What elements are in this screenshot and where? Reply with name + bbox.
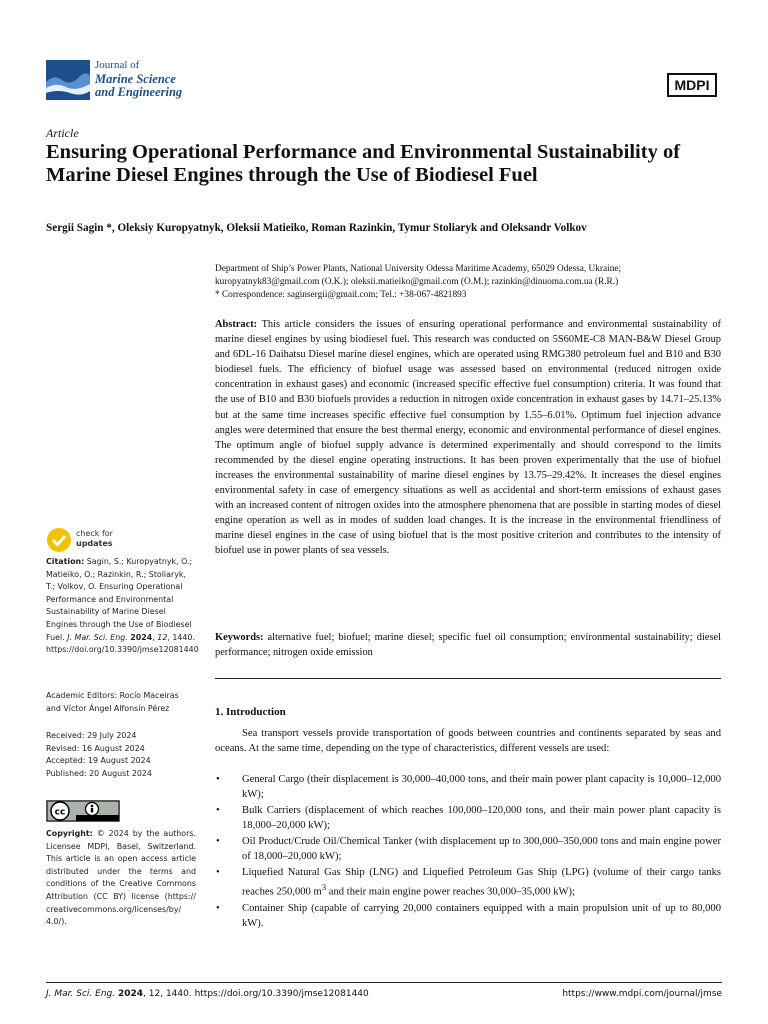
published-date: Published: 20 August 2024 (46, 768, 152, 778)
check-line2: updates (76, 539, 113, 548)
citation-block: Citation: Sagin, S.; Kuropyatnyk, O.; Matieiko, O.; Razinkin, R.; Stoliaryk, T.; Volkov, O. Ensuring Operational Performance and Environmental Sustainability of Marine Diesel Engines through the Use of Biodiesel Fuel. J. Mar. Sci. Eng. 2024, 12, 1440. https://doi.org/10.3390/jmse12081440 (46, 557, 199, 655)
keywords-label: Keywords: (215, 632, 264, 643)
dates-block (46, 730, 196, 780)
journal-of: Journal of (95, 59, 140, 71)
intro-paragraph: Sea transport vessels provide transportation of goods between countries and continents separated by seas and oceans. At the same time, depending on the type of characteristics, different vessels are used: (215, 728, 721, 754)
publisher-name: MDPI (674, 77, 710, 93)
abstract-text: This article considers the issues of ensuring operational performance and environmental sustainability of marine diesel engines by using biodiesel fuel. This research was conducted on 5S60ME-C8 MAN-B&W Diesel Group and 6DL-16 Daihatsu Diesel marine diesel engines, which are operated using RMG380 petroleum fuel and B10 and B30 biodiesel fuels. The efficiency of biofuel usage was assessed based on environmental (reduced nitrogen oxide concentration in exhaust gases) and economic (increased specific effective fuel consumption) criteria. It was found that the use of B10 and B30 biofuels provides a reduction in nitrogen oxide concentration in exhaust gases by 14.71–25.13% but at the same time increases specific effective fuel consumption by 1.55–6.01%. Optimum fuel injection advance angles were determined that ensure the best thermal energy, economic and environmental performance of diesel engines. The optimum angle of biofuel supply advance is determined experimentally and should correspond to the limits recommended by the diesel engine operating instructions. It has been proven experimentally that the use of biofuel increases the environmental sustainability of marine diesel engines by 13.75–29.42%. It increases the diesel engines environmental safety in case of emergency situations as well as accidental and short-term emissions of exhaust gases with an increased content of nitrogen oxides into the atmosphere phenomena that are possible in starting modes of diesel engine operation as well as in modes of sudden load changes. It is the increase in the environmental friendliness of marine diesel engines in the case of using biofuel that is the most positive criterion and contributes to the intensity of biofuel use in power plants of sea vessels. (215, 319, 721, 557)
list-item: • Oil Product/Crude Oil/Chemical Tanker (with displacement up to 300,000–350,000 tons and main engine power of 18,000–20,000 kW); (215, 834, 721, 864)
accepted-date: Accepted: 19 August 2024 (46, 756, 151, 766)
academic-editors: Academic Editors: Rocío Maceiras and Víctor Ángel Alfonsín Pérez (46, 691, 179, 713)
abstract-label: Abstract: (215, 319, 258, 330)
affiliation: Department of Ship’s Power Plants, National University Odessa Maritime Academy, 65029 Odessa, Ukraine; kuropyatnyk83@gmail.com (O.K.); oleksii.matieiko@gmail.com (O.M.); razinkin@dinuoma.com.ua (R.R.) * Correspondence: saginsergii@gmail.com; Tel.: +38-067-4821893 (215, 264, 622, 300)
list-item: • Bulk Carriers (displacement of which reaches 100,000–120,000 tons, and their main power plant capacity is 18,000–20,000 kW); (215, 803, 721, 833)
list-item: • General Cargo (their displacement is 30,000–40,000 tons, and their main power plant capacity is 10,000–12,000 kW); (215, 772, 721, 802)
revised-date: Revised: 16 August 2024 (46, 743, 145, 753)
footer-citation: J. Mar. Sci. Eng. 2024, 12, 1440. https://doi.org/10.3390/jmse12081440 (46, 989, 369, 999)
vessel-list (215, 772, 721, 932)
footer-divider (46, 982, 722, 983)
journal-name: Marine Science and Engineering (95, 72, 183, 99)
mdpi-logo (664, 70, 720, 100)
section-divider (215, 678, 721, 679)
author-list[interactable]: Sergii Sagin *, Oleksiy Kuropyatnyk, Oleksii Matieiko, Roman Razinkin, Tymur Stoliaryk and Oleksandr Volkov (46, 222, 587, 234)
keywords (215, 630, 721, 660)
footer-journal-url[interactable]: https://www.mdpi.com/journal/jmse (562, 989, 722, 999)
received-date: Received: 29 July 2024 (46, 731, 137, 740)
check-updates-icon (46, 527, 72, 553)
cc-by-license-icon[interactable] (46, 800, 120, 822)
copyright-block: Copyright: © 2024 by the authors. Licensee MDPI, Basel, Switzerland. This article is an open access article distributed under the terms and conditions of the Creative Commons Attribution (CC BY) license (https:// creativecommons.org/licenses/by/ 4.0/). (46, 829, 196, 927)
svg-text:cc: cc (54, 807, 66, 818)
abstract (215, 317, 721, 559)
paper-title: Ensuring Operational Performance and Environmental Sustainability of Marine Diesel Engines through the Use of Biodiesel Fuel (46, 141, 681, 186)
journal-logo (46, 60, 90, 100)
section-heading: 1. Introduction (215, 706, 286, 718)
check-for-updates-badge[interactable] (46, 527, 166, 553)
list-item: • Liquefied Natural Gas Ship (LNG) and Liquefied Petroleum Gas Ship (LPG) (volume of their cargo tanks reaches 250,000 $m^3$ and their main engine power reaches 30,000–35,000 kW); (215, 865, 721, 900)
keywords-text: alternative fuel; biofuel; marine diesel; specific fuel oil consumption; environmental sustainability; diesel performance; nitrogen oxide emission (215, 632, 721, 658)
check-line1: check for (76, 529, 113, 538)
article-type: Article (46, 126, 79, 140)
list-item: • Container Ship (capable of carrying 20,000 containers equipped with a main propulsion unit of up to 80,000 kW). (215, 901, 721, 931)
